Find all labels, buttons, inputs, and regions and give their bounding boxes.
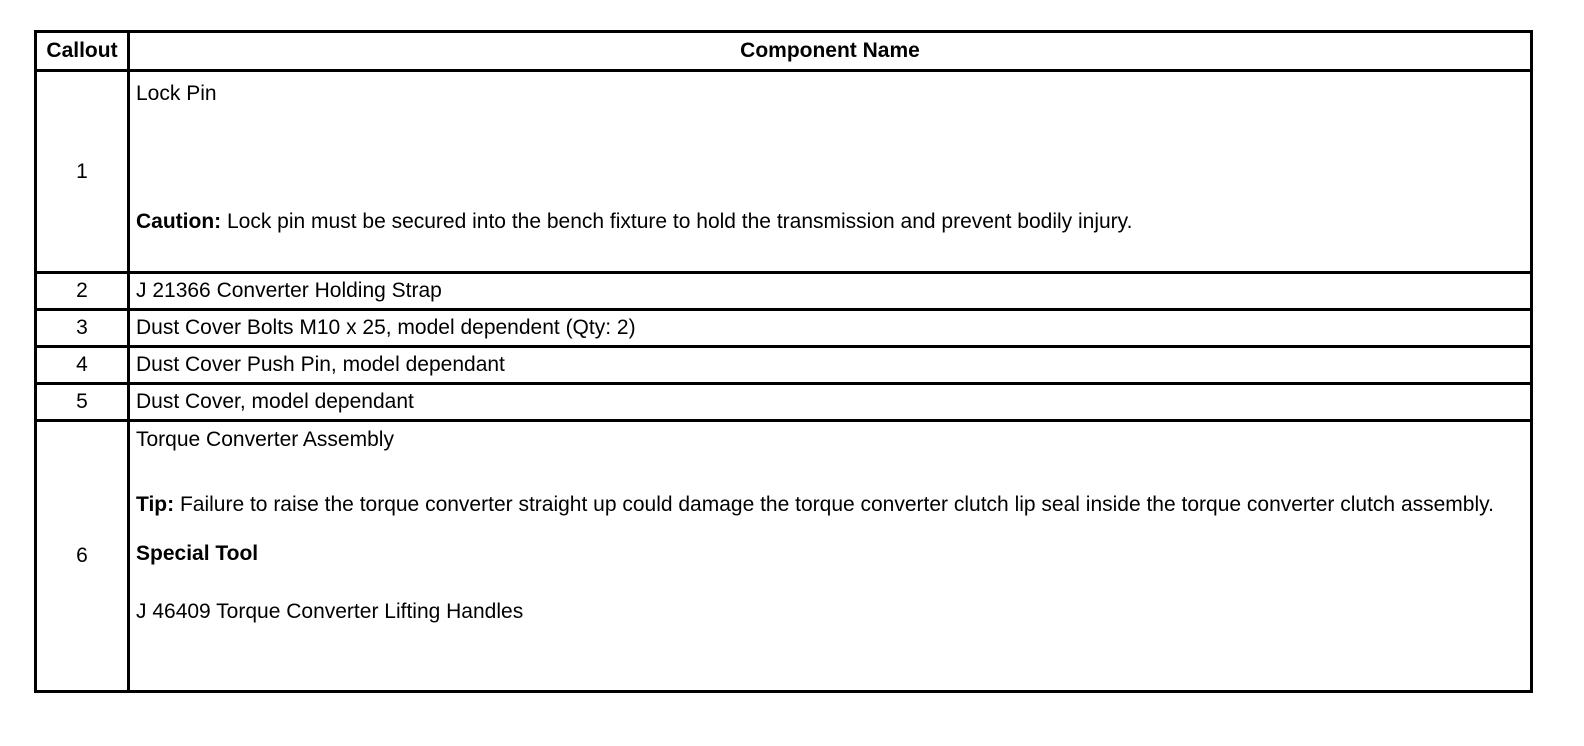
table-row — [36, 347, 1532, 384]
table-row — [36, 310, 1532, 347]
component-name-cell: Dust Cover Bolts M10 x 25, model dependent (Qty: 2) — [129, 310, 1532, 347]
special-tool-name: J 46409 Torque Converter Lifting Handles — [136, 600, 524, 623]
callout-cell: 1 — [36, 71, 129, 273]
tip-text: Failure to raise the torque converter straight up could damage the torque converter clutch lip seal inside the torque converter clutch assembly. — [174, 493, 1494, 516]
component-table — [34, 30, 1533, 693]
callout-cell: 2 — [36, 273, 129, 310]
tip-label: Tip: — [136, 493, 175, 516]
table-row — [36, 384, 1532, 421]
component-name: Lock Pin — [136, 82, 217, 105]
callout-cell: 5 — [36, 384, 129, 421]
component-name-cell — [129, 71, 1532, 273]
caution-text: Lock pin must be secured into the bench fixture to hold the transmission and prevent bodily injury. — [221, 210, 1133, 233]
component-name-cell — [129, 421, 1532, 692]
callout-cell: 4 — [36, 347, 129, 384]
table-row — [36, 421, 1532, 692]
component-name-cell: Dust Cover, model dependant — [129, 384, 1532, 421]
header-callout: Callout — [36, 32, 129, 71]
table-row — [36, 273, 1532, 310]
table-row — [36, 71, 1532, 273]
table-header-row — [36, 32, 1532, 71]
header-component-name: Component Name — [129, 32, 1532, 71]
caution-label: Caution: — [136, 210, 222, 233]
special-tool-heading: Special Tool — [136, 542, 259, 565]
tip-note — [136, 490, 1524, 520]
callout-cell: 3 — [36, 310, 129, 347]
component-name-cell: J 21366 Converter Holding Strap — [129, 273, 1532, 310]
component-name: Torque Converter Assembly — [136, 428, 394, 451]
component-name-cell: Dust Cover Push Pin, model dependant — [129, 347, 1532, 384]
callout-cell: 6 — [36, 421, 129, 692]
caution-note — [136, 206, 1524, 238]
